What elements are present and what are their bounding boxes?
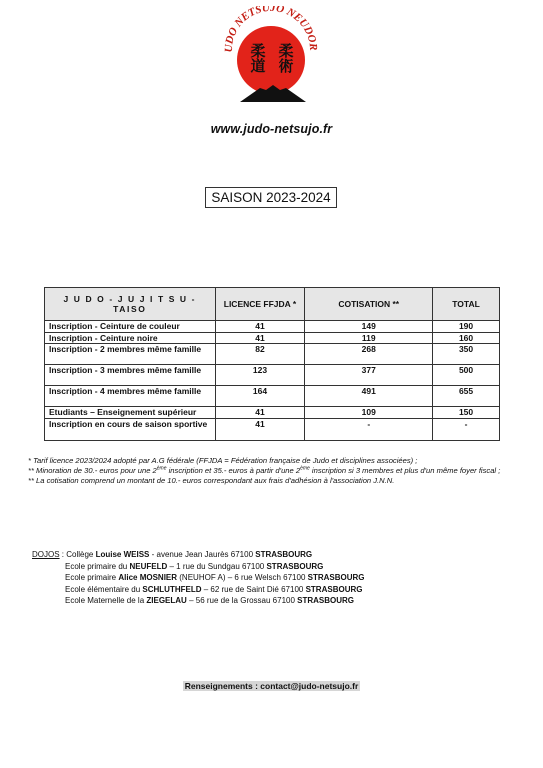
row-cotisation: 377: [305, 365, 433, 386]
table-header-row: [45, 288, 500, 321]
row-cotisation: 491: [305, 386, 433, 407]
row-total: 500: [433, 365, 500, 386]
header-cotisation: COTISATION **: [305, 288, 433, 321]
row-cotisation: 109: [305, 407, 433, 419]
row-total: 190: [433, 321, 500, 333]
footnote-minoration-part2: inscription et 35.- euros à partir d'une 2: [166, 466, 301, 475]
row-total: 160: [433, 332, 500, 344]
dojo-city: STRASBOURG: [255, 550, 313, 559]
footnotes: [28, 456, 528, 486]
dojo-address: – 1 rue du Sundgau 67100: [167, 561, 267, 571]
row-cotisation: 149: [305, 321, 433, 333]
club-logo-emblem-icon: [218, 6, 324, 106]
row-label: Inscription - 3 membres même famille: [45, 365, 216, 386]
logo-mountain-icon: [240, 85, 306, 102]
dojo-prefix: Collège: [66, 550, 96, 559]
row-total: 655: [433, 386, 500, 407]
row-licence: 41: [215, 321, 305, 333]
row-cotisation: -: [305, 418, 433, 440]
dojo-prefix: Ecole élémentaire du: [65, 584, 143, 594]
website-url[interactable]: www.judo-netsujo.fr: [210, 122, 333, 136]
row-total: 150: [433, 407, 500, 419]
dojo-name: SCHLUTHFELD: [142, 584, 202, 594]
row-licence: 41: [215, 407, 305, 419]
dojos-label: DOJOS: [32, 550, 60, 559]
dojo-line: [32, 549, 532, 561]
contact-info[interactable]: Renseignements : contact@judo-netsujo.fr: [184, 681, 359, 691]
row-licence: 82: [215, 344, 305, 365]
pricing-table: [44, 287, 500, 441]
header-licence: LICENCE FFJDA *: [215, 288, 305, 321]
contact-line: [0, 676, 543, 694]
footnote-minoration-part1: ** Minoration de 30.- euros pour une 2: [28, 466, 157, 475]
season-title: SAISON 2023-2024: [205, 187, 337, 208]
logo-kanji-right: 柔術: [276, 43, 294, 73]
logo-club-name: UDO NETSUJO NEUDOR: [222, 6, 320, 53]
table-row: [45, 321, 500, 333]
row-licence: 123: [215, 365, 305, 386]
row-licence: 41: [215, 332, 305, 344]
dojo-prefix: Ecole Maternelle de la: [65, 596, 147, 605]
dojos-separator: :: [59, 550, 67, 559]
dojo-name: Alice MOSNIER: [118, 573, 178, 582]
footnote-cotisation: ** La cotisation comprend un montant de 10.- euros correspondant aux frais d'adhésion à l'association J.N.N.: [28, 476, 395, 485]
footnote-minoration-part3: inscription si 3 membres et plus d'un même foyer fiscal ;: [309, 466, 501, 475]
header-discipline: J U D O - J U J I T S U - TAISO: [45, 288, 216, 321]
row-cotisation: 119: [305, 332, 433, 344]
dojo-name: ZIEGELAU: [146, 596, 187, 605]
dojo-line: [32, 561, 532, 573]
dojo-name: NEUFELD: [129, 561, 168, 571]
club-logo: [218, 6, 324, 106]
dojo-address: (NEUHOF A) – 6 rue Welsch 67100: [177, 573, 308, 582]
dojo-line: [32, 584, 532, 596]
row-label: Inscription - Ceinture noire: [45, 332, 216, 344]
row-licence: 41: [215, 418, 305, 440]
footnote-sup-1: ème: [156, 465, 167, 472]
dojo-line: [32, 572, 532, 584]
table-row: [45, 332, 500, 344]
table-row: [45, 365, 500, 386]
table-row: [45, 418, 500, 440]
row-cotisation: 268: [305, 344, 433, 365]
footnote-licence: * Tarif licence 2023/2024 adopté par A.G fédérale (FFJDA = Fédération française de Judo et disciplines associées) ;: [28, 456, 418, 465]
row-label: Inscription en cours de saison sportive: [45, 418, 216, 440]
table-row: [45, 344, 500, 365]
dojo-line: [32, 595, 532, 607]
row-total: -: [433, 418, 500, 440]
dojo-city: STRASBOURG: [307, 573, 365, 582]
logo-kanji-left: 柔道: [248, 43, 266, 73]
dojo-name: Louise WEISS: [95, 550, 150, 559]
dojo-address: – 56 rue de la Grossau 67100: [186, 596, 298, 605]
dojo-city: STRASBOURG: [266, 561, 324, 571]
header-total: TOTAL: [433, 288, 500, 321]
dojo-prefix: Ecole primaire du: [65, 561, 130, 571]
table-row: [45, 386, 500, 407]
row-total: 350: [433, 344, 500, 365]
dojos-list: [32, 549, 532, 607]
dojo-address: - avenue Jean Jaurès 67100: [149, 550, 256, 559]
dojo-address: – 62 rue de Saint Dié 67100: [201, 584, 306, 594]
footnote-minoration: [28, 466, 528, 476]
footnote-sup-2: ème: [300, 465, 310, 472]
logo-sun-icon: [237, 26, 305, 94]
dojo-city: STRASBOURG: [297, 596, 355, 605]
dojo-city: STRASBOURG: [305, 584, 363, 594]
row-label: Inscription - Ceinture de couleur: [45, 321, 216, 333]
table-row: [45, 407, 500, 419]
row-label: Inscription - 4 membres même famille: [45, 386, 216, 407]
row-label: Etudiants – Enseignement supérieur: [45, 407, 216, 419]
row-licence: 164: [215, 386, 305, 407]
row-label: Inscription - 2 membres même famille: [45, 344, 216, 365]
dojo-prefix: Ecole primaire: [65, 573, 119, 582]
